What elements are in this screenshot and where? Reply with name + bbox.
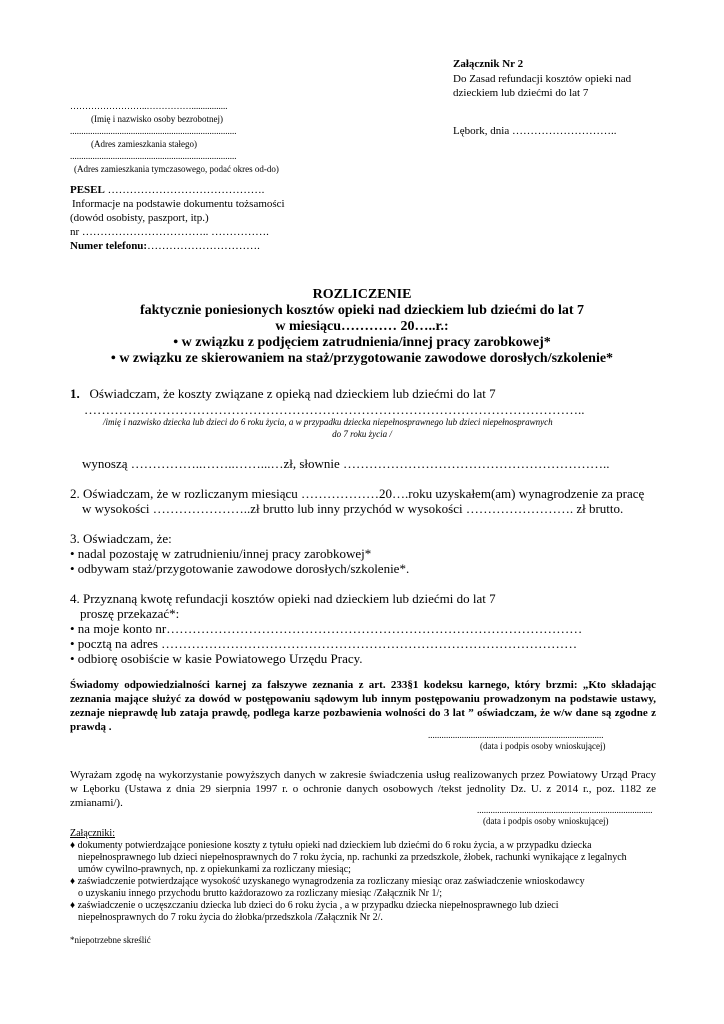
account-number-field[interactable]: • na moje konto nr……………………………………………………………………………………	[70, 621, 583, 636]
child-name-caption-line1: /imię i nazwisko dziecka lub dzieci do 6 roku życia, a w przypadku dziecka niepełnosprawnego lub dzieci niepełnosprawnych	[103, 417, 553, 427]
phone-row	[70, 240, 260, 252]
temp-address-field[interactable]: ..........................................................................	[70, 151, 237, 161]
attachment-item1-line3: umów cywilno-prawnych, np. z opiekunkami za rozliczany miesiąc;	[78, 864, 351, 875]
declaration-signature-field[interactable]: ..............................................................................	[428, 730, 604, 740]
section1-text: Oświadczam, że koszty związane z opieką nad dzieckiem lub dziećmi do lat 7	[89, 386, 496, 401]
temp-address-caption: (Adres zamieszkania tymczasowego, podać okres od-do)	[74, 164, 279, 174]
title-option-employment: • w związku z podjęciem zatrudnienia/innej pracy zarobkowej*	[173, 335, 551, 350]
section3-option-employment[interactable]: • nadal pozostaję w zatrudnieniu/innej pracy zarobkowej*	[70, 546, 372, 561]
pesel-label: PESEL	[70, 184, 105, 196]
section1-number: 1.	[70, 386, 80, 401]
attachment-item3-line1: ♦ zaświadczenie o uczęszczaniu dziecka lub dzieci do 6 roku życia , a w przypadku dziecka niepełnosprawnego lub dzieci	[70, 900, 559, 911]
postal-address-field[interactable]: • pocztą na adres ……………………………………………………………………………………	[70, 636, 578, 651]
address-field[interactable]: ..........................................................................	[70, 126, 237, 136]
title-line2: faktycznie poniesionych kosztów opieki nad dzieckiem lub dziećmi do lat 7	[139, 303, 585, 318]
section3-option-internship[interactable]: • odbywam staż/przygotowanie zawodowe dorosłych/szkolenie*.	[70, 561, 410, 576]
attachment-title: Załącznik Nr 2	[453, 58, 524, 70]
pesel-field[interactable]: …………………………………….	[107, 184, 265, 196]
attachment-item2-line2: o uzyskaniu innego przychodu brutto każdorazowo za rozliczany miesiąc /Załącznik Nr 1/;	[78, 888, 443, 899]
name-caption: (Imię i nazwisko osoby bezrobotnej)	[91, 114, 223, 124]
consent-signature-caption: (data i podpis osoby wnioskującej)	[483, 816, 609, 826]
id-info-line2: (dowód osobisty, paszport, itp.)	[70, 212, 209, 224]
attachment-subtitle-line1: Do Zasad refundacji kosztów opieki nad	[453, 73, 632, 85]
cash-pickup-option[interactable]: • odbiorę osobiście w kasie Powiatowego Urzędu Pracy.	[70, 651, 363, 666]
section2-line1[interactable]: 2. Oświadczam, że w rozliczanym miesiącu ………………20….roku uzyskałem(am) wynagrodzenie za pracę	[70, 486, 645, 501]
attachments-heading: Załączniki:	[70, 828, 115, 839]
attachment-item2-line1: ♦ zaświadczenie potwierdzające wysokość uzyskanego wynagrodzenia za rozliczany miesiąc oraz zaświadczenie wnioskodawcy	[70, 876, 585, 887]
document-title: ROZLICZENIE	[312, 287, 412, 302]
declaration-signature-caption: (data i podpis osoby wnioskującej)	[480, 741, 606, 751]
section3-heading: 3. Oświadczam, że:	[70, 531, 172, 546]
attachment-item1-line1: ♦ dokumenty potwierdzające poniesione koszty z tytułu opieki nad dzieckiem lub dziećmi do 6 roku życia, a w przypadku dziecka	[70, 840, 592, 851]
attachment-item3-line2: niepełnosprawnych do 7 roku życia do żłobka/przedszkola /Załącznik Nr 2/.	[78, 912, 383, 923]
id-number-field[interactable]: nr …………………………….. …………….	[70, 226, 269, 238]
footnote: *niepotrzebne skreślić	[70, 935, 151, 945]
data-consent: Wyrażam zgodę na wykorzystanie powyższych danych w zakresie świadczenia usług realizowanych przez Powiatowy Urząd Pracy w Lęborku (Ustawa z dnia 29 sierpnia 1997 r. o ochronie danych osobowych /tekst jednolity Dz. U. z 2014 r., poz. 1182 ze zmianami/).	[70, 769, 656, 809]
section4-heading: 4. Przyznaną kwotę refundacji kosztów opieki nad dzieckiem lub dziećmi do lat 7	[70, 591, 496, 606]
title-option-internship: • w związku ze skierowaniem na staż/przygotowanie zawodowe dorosłych/szkolenie*	[110, 351, 614, 366]
name-field[interactable]: ……………………..……………................	[70, 101, 228, 111]
section2-line2[interactable]: w wysokości …………………..zł brutto lub inny przychód w wysokości ……………………. zł brutto.	[82, 501, 624, 516]
pesel-row	[70, 184, 264, 196]
title-month-field[interactable]: w miesiącu………… 20…..r.:	[275, 319, 449, 334]
address-caption: (Adres zamieszkania stałego)	[91, 139, 197, 149]
consent-signature-field[interactable]: ..............................................................................	[477, 805, 653, 815]
child-name-caption-line2: do 7 roku życia /	[332, 429, 392, 439]
attachment-subtitle-line2: dzieckiem lub dziećmi do lat 7	[453, 87, 589, 99]
phone-field[interactable]: ………………………….	[147, 240, 260, 252]
legal-declaration: Świadomy odpowiedzialności karnej za fałszywe zeznania z art. 233§1 kodeksu karnego, który brzmi: „Kto składając zeznania mające służyć za dowód w postępowaniu sądowym lub innym postępowaniu prowadzonym na podstawie ustawy, zeznaje nieprawdę lub zataja prawdę, podlega karze pozbawienia wolności do 3 lat ” oświadczam, że w/w dane są zgodne z prawdą .	[70, 679, 656, 733]
attachment-item1-line2: niepełnosprawnego lub dzieci niepełnosprawnych do 7 roku życia, np. rachunki za przedszkole, żłobek, rachunki wynikające z legalnych	[78, 852, 627, 863]
place-date-field[interactable]: Lębork, dnia ………………………..	[453, 125, 617, 137]
amount-field[interactable]: wynoszą ……………..……..……...…zł, słownie ……………………………………………………..	[82, 456, 610, 471]
section1-statement	[70, 386, 496, 402]
child-name-field[interactable]: ……………………………………………………………………………………………………..	[84, 402, 585, 417]
phone-label: Numer telefonu:	[70, 240, 148, 252]
section4-subheading: proszę przekazać*:	[80, 606, 180, 621]
id-info-line1: Informacje na podstawie dokumentu tożsamości	[72, 198, 285, 210]
